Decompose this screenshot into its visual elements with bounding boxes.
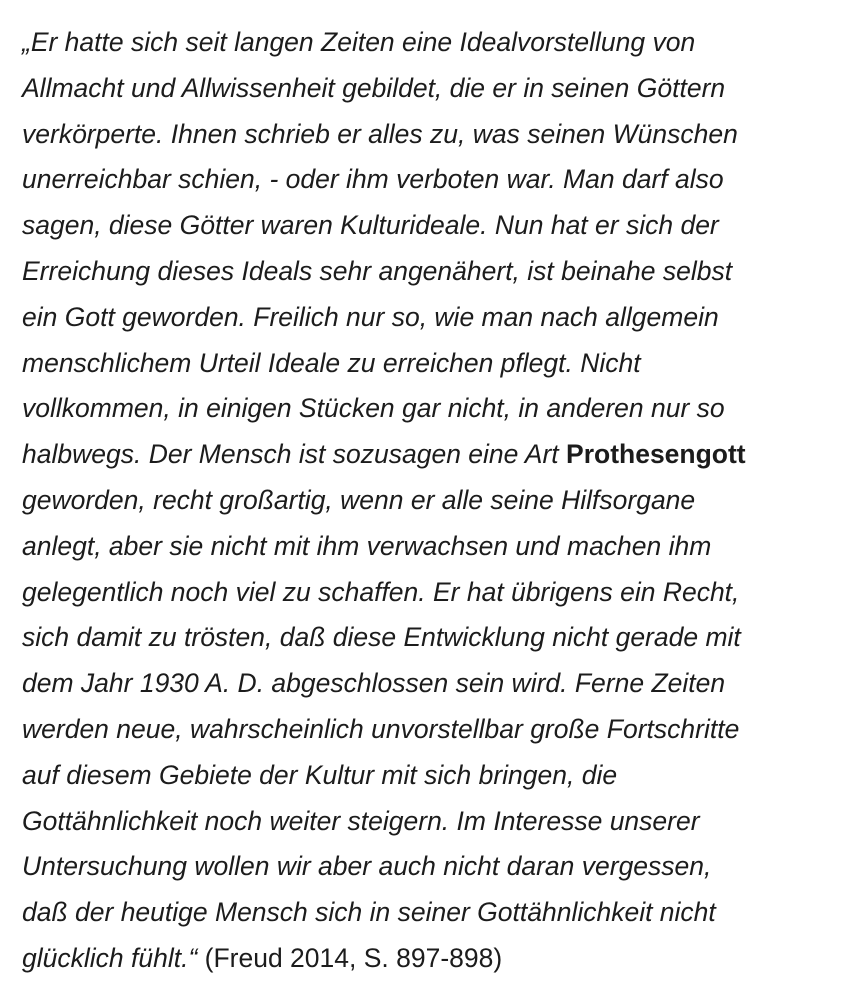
text-line	[22, 936, 837, 982]
text-line: dem Jahr 1930 A. D. abgeschlossen sein wird. Ferne Zeiten	[22, 668, 726, 699]
text-line: auf diesem Gebiete der Kultur mit sich bringen, die	[22, 759, 618, 790]
text-segment: glücklich fühlt.“	[22, 942, 198, 973]
text-line: verkörperte. Ihnen schrieb er alles zu, was seinen Wünschen	[22, 118, 738, 149]
text-line	[22, 432, 837, 478]
text-line: menschlichem Urteil Ideale zu erreichen pflegt. Nicht	[22, 347, 641, 378]
text-line: Untersuchung wollen wir aber auch nicht daran vergessen,	[22, 851, 712, 882]
text-line: Allmacht und Allwissenheit gebildet, die er in seinen Göttern	[22, 72, 726, 103]
text-line: unerreichbar schien, - oder ihm verboten war. Man darf also	[22, 164, 724, 195]
text-segment: halbwegs. Der Mensch ist sozusagen eine Art	[22, 439, 567, 470]
quote-paragraph	[22, 20, 837, 982]
text-line: sagen, diese Götter waren Kulturideale. Nun hat er sich der	[22, 210, 719, 241]
text-line: Erreichung dieses Ideals sehr angenähert, ist beinahe selbst	[22, 255, 733, 286]
text-line: daß der heutige Mensch sich in seiner Gottähnlichkeit nicht	[22, 897, 716, 928]
text-line: werden neue, wahrscheinlich unvorstellbar große Fortschritte	[22, 713, 740, 744]
text-line: anlegt, aber sie nicht mit ihm verwachsen und machen ihm	[22, 530, 712, 561]
text-line: geworden, recht großartig, wenn er alle seine Hilfsorgane	[22, 484, 696, 515]
text-line: Gottähnlichkeit noch weiter steigern. Im Interesse unserer	[22, 805, 700, 836]
citation: (Freud 2014, S. 897-898)	[197, 942, 503, 973]
text-line: „Er hatte sich seit langen Zeiten eine Idealvorstellung von	[22, 27, 696, 57]
text-line: vollkommen, in einigen Stücken gar nicht, in anderen nur so	[22, 393, 725, 424]
text-line: gelegentlich noch viel zu schaffen. Er hat übrigens ein Recht,	[22, 576, 740, 607]
highlighted-term: Prothesengott	[566, 439, 746, 470]
text-line: sich damit zu trösten, daß diese Entwicklung nicht gerade mit	[22, 622, 741, 653]
text-line: ein Gott geworden. Freilich nur so, wie man nach allgemein	[22, 301, 719, 332]
